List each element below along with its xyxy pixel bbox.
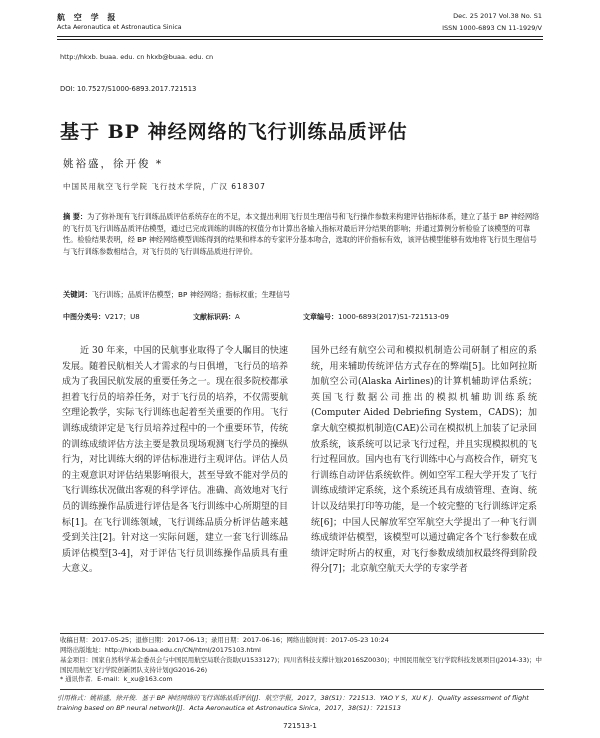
footnote-corresponding: * 通讯作者．E-mail：k_xu@163.com	[60, 675, 173, 683]
abstract	[63, 211, 541, 257]
body-paragraph-left: 近 30 年来，中国的民航事业取得了令人瞩目的快速发展。随着民航相关人才需求的与日俱增，飞行员的培养成为了我国民航发展的重要任务之一。现在很多院校都承担着飞行员的培养任务，对于飞行员的培养，不仅需要航空理论教学，实际飞行训练也起着至关重要的作用。飞行训练成绩评定是飞行员培养过程中的一个重要环节，传统的训练成绩评估方法主要是教员现场观测飞行学员的操纵行为，对比训练大纲的评估标准进行主观评估。评估人员的主观意识对评估结果影响很大，甚至导致不能对学员的飞行训练状况做出客观的科学评估。准确、高效地对飞行员的训练操作品质进行评估是各飞行训练中心所期望的目标[1]。在飞行训练领域，飞行训练品质分析评估越来越受到关注[2]。针对这一实际问题，建立一套飞行训练品质评估模型[3-4]，对于评估飞行员训练操作品质具有重大意义。	[62, 346, 288, 575]
keywords-label: 关键词：	[63, 290, 92, 299]
footnote-received: 收稿日期：2017-05-25；退修日期：2017-06-13；录用日期：2017-06-16；网络出版时间：2017-05-23 10:24	[60, 636, 389, 644]
doc-code	[193, 312, 240, 322]
page-number: 721513-1	[283, 722, 317, 730]
doi: DOI: 10.7527/S1000-6893.2017.721513	[60, 85, 197, 93]
journal-name-cn: 航 空 学 报	[57, 13, 119, 22]
clc-label: 中图分类号：	[63, 313, 105, 321]
issue-info: Dec. 25 2017 Vol.38 No. S1	[453, 12, 542, 20]
keywords	[63, 290, 290, 300]
abstract-text: 为了弥补现有飞行训练品质评估系统存在的不足，本文提出利用飞行员生理信号和飞行操作参数来构建评估指标体系，建立了基于 BP 神经网络的飞行员飞行训练品质评估模型，通过已完成训练的训练的权值分布计算出各输入指标对最后评分结果的影响；并通过算例分析检验了该模型的可靠性。检验结果表明，经 BP 神经网络模型训练得到的结果和样本的专家评分基本吻合，选取的评价指标有效，该评估模型能够有效地将飞行员生理信号与飞行训练参数相结合，对飞行员的飞行训练品质进行评价。	[63, 212, 540, 256]
abstract-label: 摘 要：	[63, 212, 88, 221]
article-number	[303, 312, 449, 322]
footnote-fund: 基金项目：国家自然科学基金委员会与中国民用航空局联合资助(U1533127)；四川省科技支撑计划(2016SZ0030)；中国民用航空飞行学院科技发展项目(J2014-33)；中国民用航空飞行学院创新团队支持计划(JG2016-26)	[60, 656, 542, 674]
footnote-rule	[60, 633, 544, 634]
header-rule	[57, 36, 543, 37]
page-title: 基于 BP 神经网络的飞行训练品质评估	[60, 121, 408, 143]
body-paragraph-right: 国外已经有航空公司和模拟机制造公司研制了相应的系统，用来辅助传统评估方式存在的弊端[5]。比如阿拉斯加航空公司(Alaska Airlines)的计算机辅助评估系统；英国飞行数据公司推出的模拟机辅助训练系统(Computer Aided Debriefing System，CADS)；加拿大航空模拟机制造(CAE)公司在模拟机上加装了记录回放系统，该系统可以记录飞行过程，并且实现模拟机的飞行过程回放。国内也有飞行训练中心与高校合作，研究飞行训练自动评估系统软件。例如空军工程大学开发了飞行训练成绩评定系统，这个系统还具有成绩管理、查询、统计以及结果打印等功能，是一个较完整的飞行训练评定系统[6]；中国人民解放军空军航空大学提出了一种飞行训练成绩评估模型，该模型可以通过确定各个飞行参数在成绩评定时所占的权重，对飞行参数成绩加权最终得到阶段得分[7]；北京航空航天大学的专家学者	[311, 346, 537, 575]
journal-urls: http://hkxb. buaa. edu. cn hkxb@buaa. edu. cn	[60, 53, 214, 61]
article-label: 文章编号：	[303, 313, 338, 321]
keywords-text: 飞行训练；品质评估模型；BP 神经网络；指标权重；生理信号	[91, 290, 291, 299]
body-column-left	[62, 344, 288, 578]
journal-name-en: Acta Aeronautica et Astronautica Sinica	[57, 24, 182, 31]
clc-number	[63, 312, 140, 322]
clc-value: V217；U8	[105, 313, 140, 321]
authors: 姚裕盛，徐开俊 *	[63, 158, 164, 170]
citation-rule	[60, 689, 544, 690]
body-column-right	[311, 344, 537, 578]
footnote-online-url: 网络出版地址：http://hkxb.buaa.edu.cn/CN/html/20175103.html	[60, 646, 261, 654]
affiliation: 中国民用航空飞行学院 飞行技术学院，广汉 618307	[63, 182, 266, 191]
citation-format: 引用格式：姚裕盛，徐开俊．基于 BP 神经网络的飞行训练品质评估[J]．航空学报，2017，38(S1)：721513．YAO Y S，XU K J．Quality assessment of flight training based on BP neural network[J]．Acta Aeronautica et Astronautica Sinica，2017，38(S1)：721513	[57, 694, 529, 712]
header-rule-thin	[57, 39, 543, 40]
doc-label: 文献标识码：	[193, 313, 235, 321]
article-value: 1000-6893(2017)S1-721513-09	[338, 313, 450, 321]
issn-info: ISSN 1000-6893 CN 11-1929/V	[442, 24, 542, 32]
doc-value: A	[235, 313, 240, 321]
